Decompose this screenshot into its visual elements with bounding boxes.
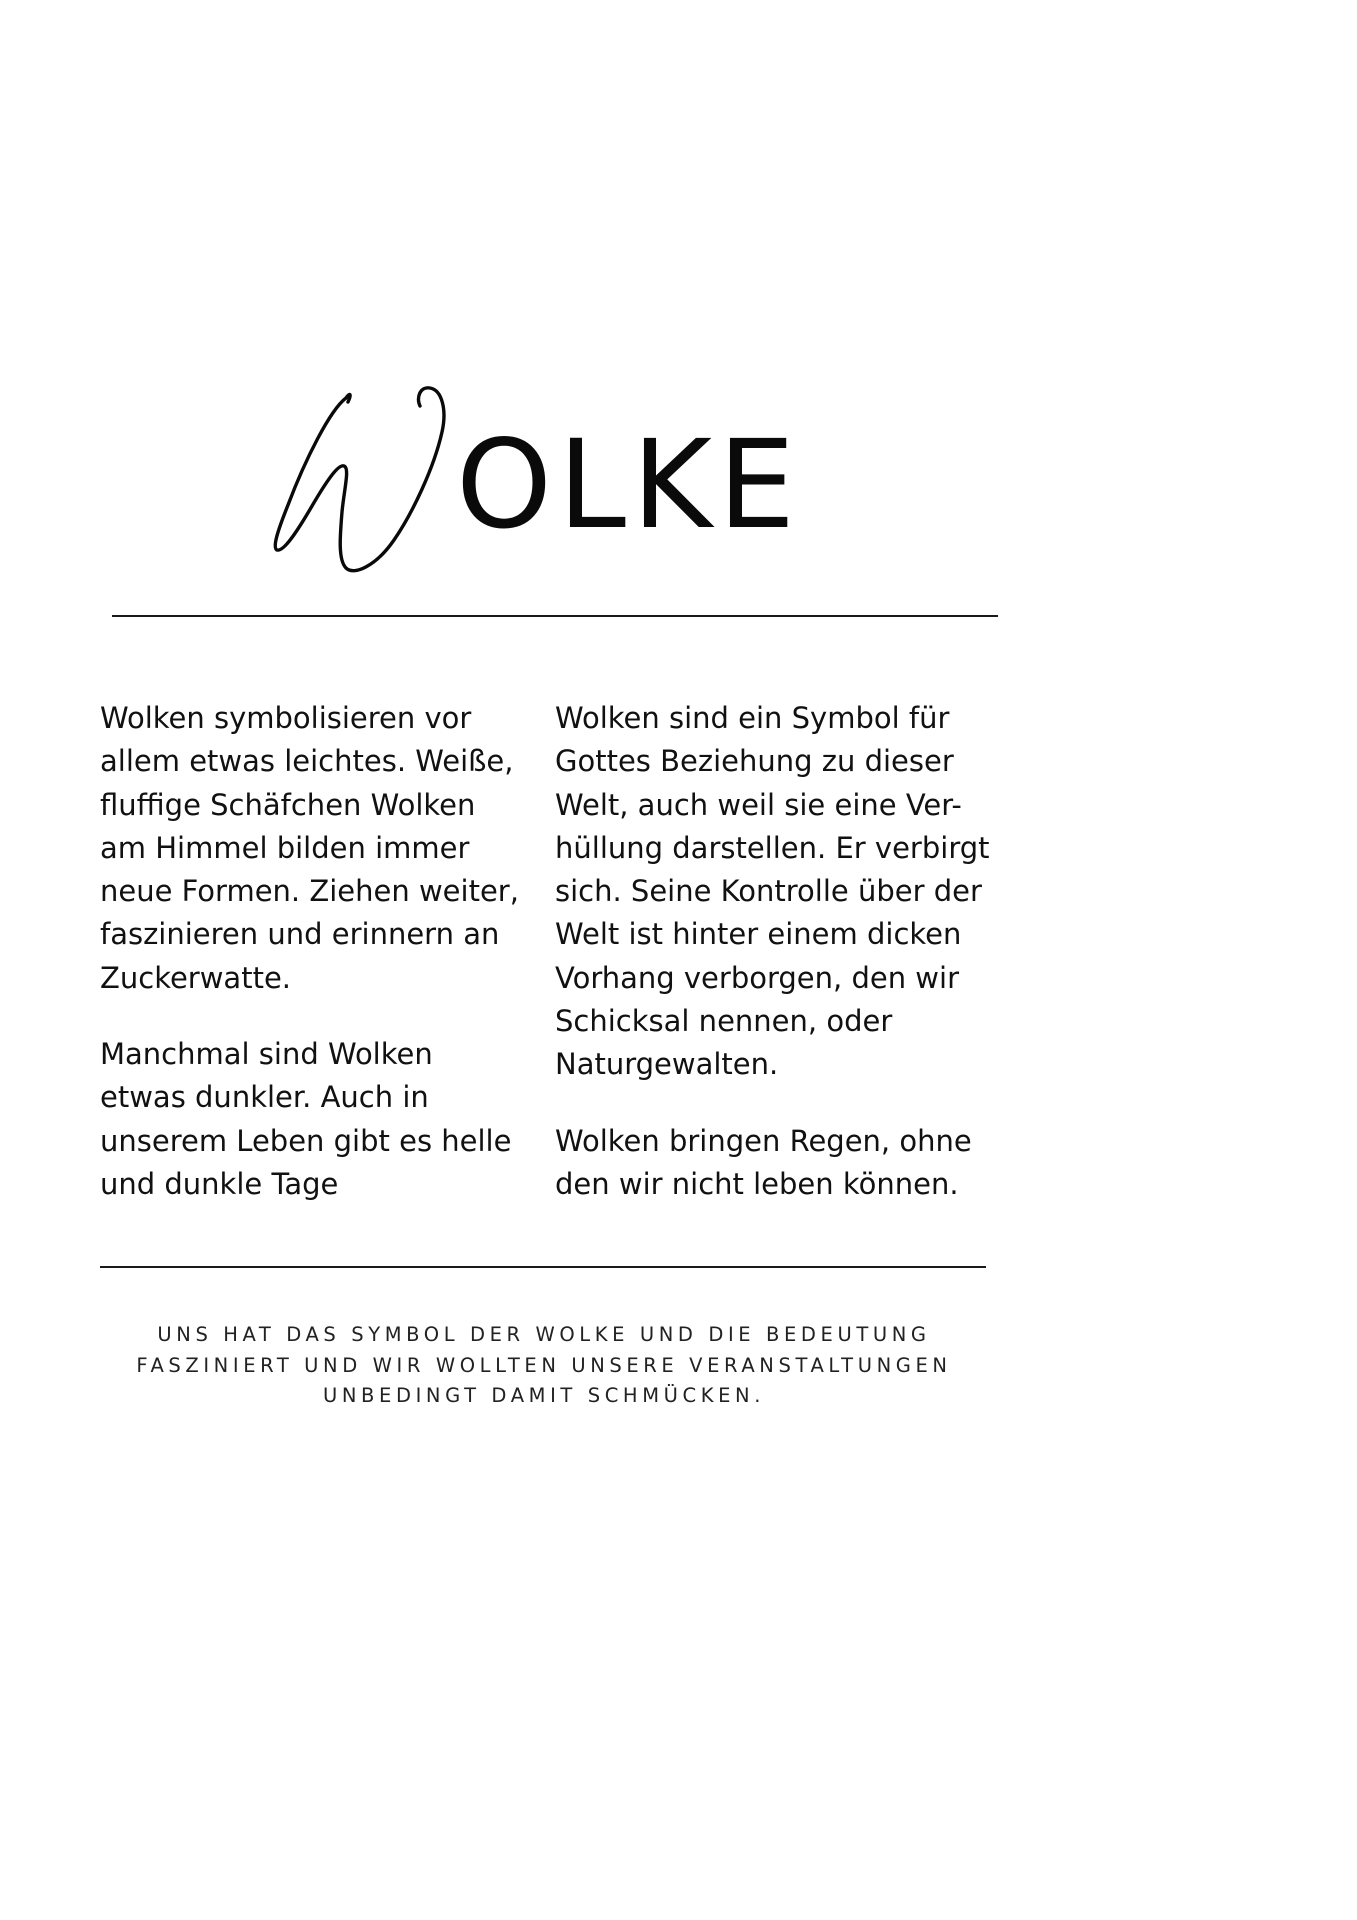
- script-w-letter: [270, 380, 470, 590]
- page-title: [270, 380, 810, 590]
- right-column: [555, 697, 995, 1239]
- left-column: [100, 697, 540, 1239]
- title-text: OLKE: [456, 414, 802, 556]
- footer-statement: UNS HAT DAS SYMBOL DER WOLKE UND DIE BEDEUTUNG FASZINIERT UND WIR WOLLTEN UNSERE VERANSTALTUNGEN UNBEDINGT DAMIT SCHMÜCKEN.: [136, 1323, 952, 1407]
- paragraph: Wolken bringen Regen, ohne den wir nicht leben können.: [555, 1123, 972, 1201]
- top-divider: [112, 615, 998, 617]
- paragraph: Wolken sind ein Symbol für Gottes Beziehung zu dieser Welt, auch weil sie eine Ver- hüllung darstellen. Er verbirgt sich. Seine Kontrolle über der Welt ist hinter einem dicken Vorhang verborgen, den wir Schicksal nennen, oder Naturgewalten.: [555, 701, 990, 1082]
- bottom-divider: [100, 1266, 986, 1268]
- paragraph: Wolken symbolisieren vor allem etwas leichtes. Weiße, fluffige Schäfchen Wolken am Himmel bilden immer neue Formen. Ziehen weiter, faszinieren und erinnern an Zuckerwatte.: [100, 701, 519, 995]
- paragraph: Manchmal sind Wolken etwas dunkler. Auch in unserem Leben gibt es helle und dunkle Tage: [100, 1037, 512, 1201]
